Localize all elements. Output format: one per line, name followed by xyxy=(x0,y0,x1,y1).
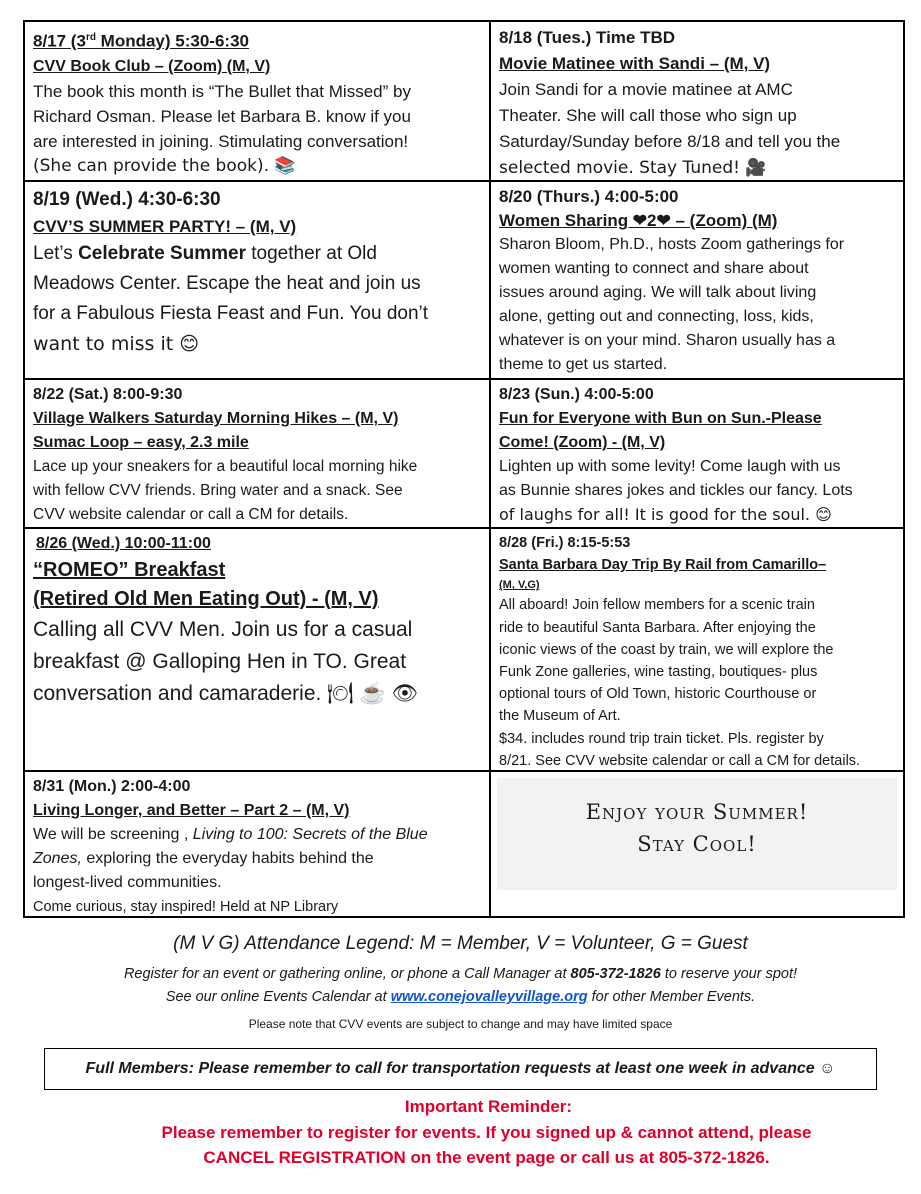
event-title: Santa Barbara Day Trip By Rail from Camarillo– xyxy=(499,557,827,574)
event-village-walkers xyxy=(25,380,489,527)
event-title: Living Longer, and Better – Part 2 – (M, V) xyxy=(33,802,350,819)
event-desc-line: women wanting to connect and share about xyxy=(499,260,809,277)
attendance-legend: (M V G) Attendance Legend: M = Member, V = Volunteer, G = Guest xyxy=(173,933,748,954)
summer-message-line: Enjoy your Summer! xyxy=(585,800,809,824)
event-date: 8/19 (Wed.) 4:30-6:30 xyxy=(33,189,221,210)
event-desc-line: whatever is on your mind. Sharon usually has a xyxy=(499,332,836,349)
event-desc-line: longest-lived communities. xyxy=(33,874,222,891)
event-desc-line: Lighten up with some levity! Come laugh with us xyxy=(499,458,841,475)
event-desc-line: are interested in joining. Stimulating conversation! xyxy=(33,131,409,151)
event-desc-line: issues around aging. We will talk about living xyxy=(499,284,817,301)
event-desc-line: CVV website calendar or call a CM for details. xyxy=(33,506,349,523)
events-table xyxy=(23,20,905,918)
event-desc-line: Funk Zone galleries, wine tasting, boutiques- plus xyxy=(499,664,818,681)
event-bun-on-sun xyxy=(491,380,903,527)
event-desc-line: iconic views of the coast by train, we will explore the xyxy=(499,641,834,658)
event-date: 8/23 (Sun.) 4:00-5:00 xyxy=(499,386,654,403)
event-desc-line: conversation and camaraderie. 🍽 ☕ 👁 xyxy=(33,682,419,705)
event-desc-line: optional tours of Old Town, historic Courthouse or xyxy=(499,686,817,703)
event-desc-line: Join Sandi for a movie matinee at AMC xyxy=(499,80,793,99)
event-desc-line: Meadows Center. Escape the heat and join us xyxy=(33,273,421,294)
event-title: Women Sharing ❤2❤ – (Zoom) (M) xyxy=(499,211,778,230)
important-reminder-line: Please remember to register for events. If you signed up & cannot attend, please xyxy=(161,1123,812,1142)
event-desc-line: Saturday/Sunday before 8/18 and tell you the xyxy=(499,132,841,151)
event-title: Village Walkers Saturday Morning Hikes – (M, V) xyxy=(33,410,399,427)
event-desc-line: Sharon Bloom, Ph.D., hosts Zoom gatherings for xyxy=(499,236,845,253)
event-desc-line: 8/21. See CVV website calendar or call a CM for details. xyxy=(499,752,861,769)
event-title: CVV’S SUMMER PARTY! – (M, V) xyxy=(33,217,297,236)
event-book-club xyxy=(25,22,489,180)
event-desc-line: selected movie. Stay Tuned! 🎥 xyxy=(499,158,767,178)
event-date: 8/20 (Thurs.) 4:00-5:00 xyxy=(499,187,679,206)
register-line: Register for an event or gathering online, or phone a Call Manager at 805-372-1826 to reserve your spot! xyxy=(123,966,798,982)
event-title: (M, V,G) xyxy=(499,579,540,592)
event-desc-line: breakfast @ Galloping Hen in TO. Great xyxy=(33,650,407,673)
event-subtitle: Sumac Loop – easy, 2.3 mile xyxy=(33,434,249,451)
event-desc-line: Theater. She will call those who sign up xyxy=(499,106,797,125)
event-desc-line: We will be screening , Living to 100: Secrets of the Blue xyxy=(33,826,428,843)
event-desc-line: Come curious, stay inspired! Held at NP Library xyxy=(33,899,339,915)
event-desc-line: Calling all CVV Men. Join us for a casual xyxy=(33,618,413,641)
event-desc-line: with fellow CVV friends. Bring water and a snack. See xyxy=(33,482,403,499)
event-desc-line: $34. includes round trip train ticket. Pls. register by xyxy=(499,730,824,747)
event-desc-line: want to miss it 😊 xyxy=(33,333,200,355)
important-reminder-title: Important Reminder: xyxy=(404,1097,573,1116)
event-title: Come! (Zoom) - (M, V) xyxy=(499,434,666,451)
change-note: Please note that CVV events are subject to change and may have limited space xyxy=(248,1017,673,1031)
event-desc-line: as Bunnie shares jokes and tickles our fancy. Lots xyxy=(499,482,853,499)
event-living-longer xyxy=(25,772,489,916)
event-desc-line: The book this month is “The Bullet that Missed” by xyxy=(33,81,411,101)
event-title: CVV Book Club – (Zoom) (M, V) xyxy=(33,57,271,75)
event-desc-line: Lace up your sneakers for a beautiful local morning hike xyxy=(33,458,418,475)
event-date: 8/26 (Wed.) 10:00-11:00 xyxy=(36,535,211,552)
summer-message xyxy=(497,778,897,890)
event-desc-line: theme to get us started. xyxy=(499,356,668,373)
event-date: 8/17 (3rd Monday) 5:30-6:30 xyxy=(33,31,249,51)
transportation-reminder: Full Members: Please remember to call for transportation requests at least one week in advance ☺ xyxy=(44,1048,877,1090)
event-date: 8/31 (Mon.) 2:00-4:00 xyxy=(33,778,191,795)
event-desc-line: Richard Osman. Please let Barbara B. know if you xyxy=(33,106,411,126)
event-desc-line: Zones, exploring the everyday habits behind the xyxy=(33,850,374,867)
event-desc-line: for a Fabulous Fiesta Feast and Fun. You don’t xyxy=(33,303,429,324)
event-women-sharing xyxy=(491,182,903,378)
event-desc-line: alone, getting out and connecting, loss, kids, xyxy=(499,308,814,325)
event-desc-line: the Museum of Art. xyxy=(499,708,621,725)
important-reminder-line: CANCEL REGISTRATION on the event page or call us at 805-372-1826. xyxy=(203,1148,770,1167)
calendar-line: See our online Events Calendar at www.conejovalleyvillage.org for other Member Events. xyxy=(165,989,756,1005)
event-date: 8/28 (Fri.) 8:15-5:53 xyxy=(499,535,631,551)
phone-number: 805-372-1826 xyxy=(570,966,661,982)
event-desc-line: (She can provide the book). 📚 xyxy=(33,155,296,176)
event-desc-line: ride to beautiful Santa Barbara. After enjoying the xyxy=(499,619,816,636)
event-santa-barbara-trip xyxy=(491,529,903,770)
event-desc-line: All aboard! Join fellow members for a scenic train xyxy=(499,597,815,614)
summer-message-line: Stay Cool! xyxy=(637,832,757,856)
summer-message-cell xyxy=(491,772,903,916)
event-title: Fun for Everyone with Bun on Sun.-Please xyxy=(499,410,822,427)
event-date: 8/22 (Sat.) 8:00-9:30 xyxy=(33,386,183,403)
event-title: (Retired Old Men Eating Out) - (M, V) xyxy=(33,588,379,610)
website-link[interactable]: www.conejovalleyvillage.org xyxy=(390,989,588,1005)
event-title: Movie Matinee with Sandi – (M, V) xyxy=(499,54,771,73)
event-date: 8/18 (Tues.) Time TBD xyxy=(499,28,676,47)
event-title: “ROMEO” Breakfast xyxy=(33,559,226,581)
event-romeo-breakfast xyxy=(25,529,489,770)
event-summer-party xyxy=(25,182,489,378)
event-movie-matinee xyxy=(491,22,903,180)
event-desc-line: of laughs for all! It is good for the soul. 😊 xyxy=(499,505,832,524)
event-desc-line: Let’s Celebrate Summer together at Old xyxy=(33,243,377,264)
